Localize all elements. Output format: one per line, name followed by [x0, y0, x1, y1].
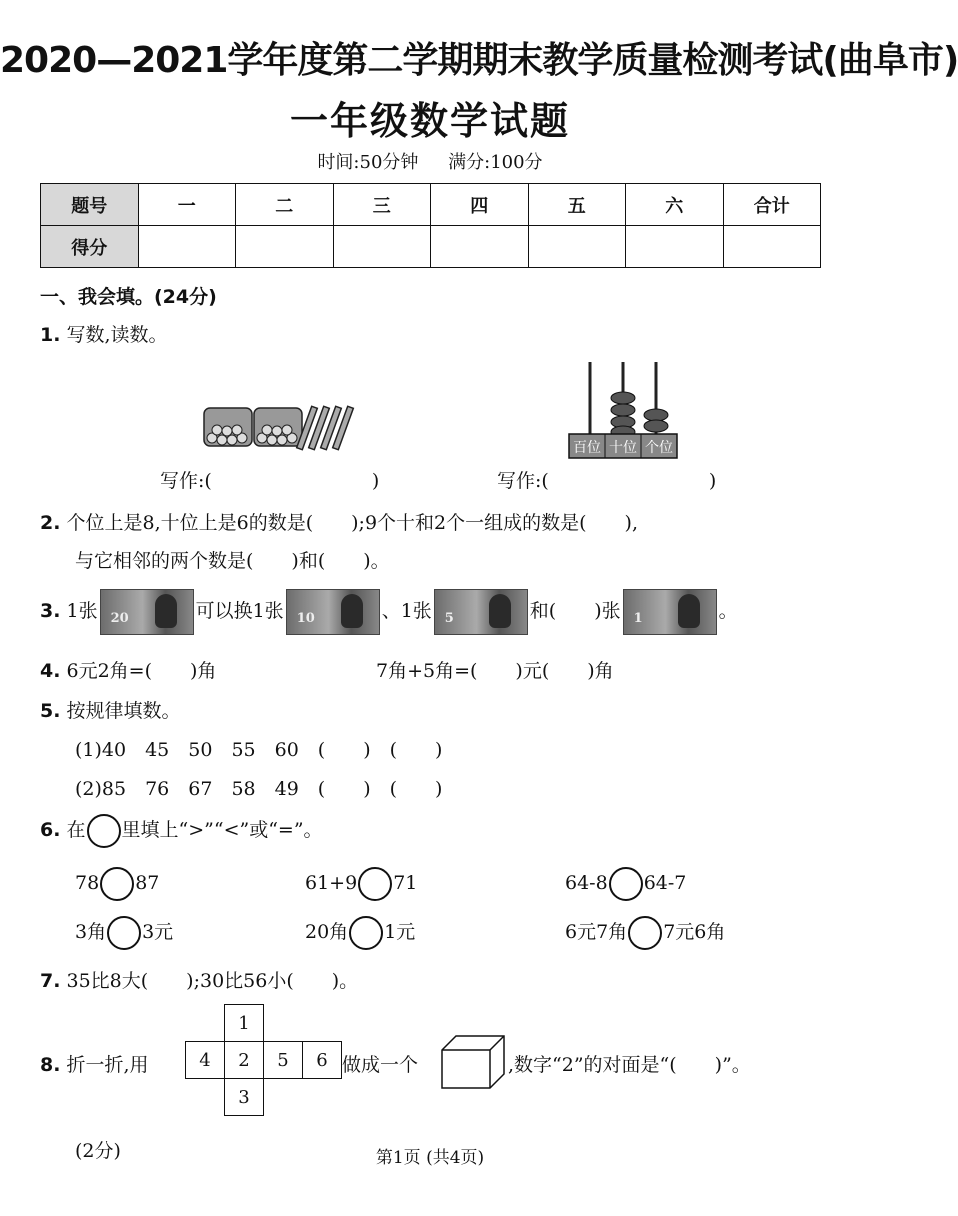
compare-item: 6元7角 7元6角	[565, 916, 725, 950]
compare-item: 20角 1元	[305, 916, 415, 950]
single-sticks-icon	[297, 406, 354, 449]
q8-score: (2分)	[75, 1140, 121, 1162]
question-number: 1.	[40, 324, 61, 346]
q3-text: 和( )张	[529, 600, 621, 622]
score-col-4: 四	[431, 184, 529, 226]
banknote-value: 5	[444, 611, 454, 626]
question-number: 5.	[40, 700, 61, 722]
exam-full-score: 满分:100分	[448, 152, 543, 173]
compare-circle[interactable]	[349, 916, 383, 950]
exam-subtitle: 一年级数学试题	[289, 99, 570, 143]
question-2	[40, 508, 638, 535]
question-3	[40, 586, 738, 636]
compare-circle[interactable]	[100, 867, 134, 901]
question-6	[40, 814, 323, 848]
score-cell[interactable]	[431, 226, 529, 268]
score-table	[40, 183, 821, 268]
q3-text: 。	[718, 600, 738, 622]
section-1-title: 一、我会填。(24分)	[40, 286, 217, 308]
abacus-illustration	[567, 360, 682, 460]
exam-info	[0, 148, 860, 174]
q8-mid: 做成一个	[342, 1054, 419, 1076]
sticks-illustration	[200, 398, 360, 458]
question-5-row1: (1)40 45 50 55 60 ( ) ( )	[75, 739, 443, 761]
compare-item: 78 87	[75, 867, 159, 901]
question-8	[40, 1050, 149, 1077]
banknote-value: 20	[110, 611, 129, 626]
cube-net	[185, 1004, 342, 1116]
score-cell[interactable]	[723, 226, 821, 268]
question-number: 2.	[40, 512, 61, 534]
cube-icon	[440, 1034, 506, 1090]
score-cell[interactable]	[626, 226, 724, 268]
compare-circle-icon	[87, 814, 121, 848]
net-face: 6	[303, 1042, 342, 1079]
score-cell[interactable]	[528, 226, 626, 268]
page-footer: 第1页 (共4页)	[375, 1148, 485, 1168]
compare-item: 61+9 71	[305, 867, 417, 901]
question-2-line2: 与它相邻的两个数是( )和( )。	[75, 550, 390, 572]
compare-item: 3角 3元	[75, 916, 173, 950]
question-number: 4.	[40, 660, 61, 682]
score-table-row2-label: 得分	[41, 226, 139, 268]
score-col-5: 五	[528, 184, 626, 226]
q3-text: 1张	[66, 600, 98, 622]
score-col-3: 三	[333, 184, 431, 226]
net-face: 5	[264, 1042, 303, 1079]
q1-write-right[interactable]	[497, 466, 716, 493]
score-cell[interactable]	[236, 226, 334, 268]
score-col-total: 合计	[723, 184, 821, 226]
banknote-10-icon	[286, 589, 380, 635]
question-5-row2: (2)85 76 67 58 49 ( ) ( )	[75, 778, 443, 800]
q8-pre: 折一折,用	[66, 1054, 149, 1076]
compare-circle[interactable]	[358, 867, 392, 901]
net-face: 2	[225, 1042, 264, 1079]
abacus-label-hundreds: 百位	[573, 440, 601, 456]
question-number: 6.	[40, 819, 61, 841]
banknote-5-icon	[434, 589, 528, 635]
score-col-6: 六	[626, 184, 724, 226]
question-7-text: 35比8大( );30比56小( )。	[66, 970, 359, 992]
q8-post: ,数字“2”的对面是“( )”。	[508, 1054, 751, 1076]
compare-circle[interactable]	[107, 916, 141, 950]
question-1-text: 写数,读数。	[66, 324, 168, 346]
question-1	[40, 320, 168, 347]
banknote-1-icon	[623, 589, 717, 635]
exam-time: 时间:50分钟	[317, 152, 419, 173]
question-7	[40, 966, 358, 993]
question-5	[40, 696, 181, 723]
paren-close: )	[708, 470, 717, 492]
banknote-value: 10	[296, 611, 315, 626]
q3-text: 可以换1张	[195, 600, 284, 622]
banknote-20-icon	[100, 589, 194, 635]
compare-item: 64-8 64-7	[565, 867, 686, 901]
write-label: 写作:(	[497, 470, 549, 492]
write-label: 写作:(	[160, 470, 212, 492]
score-col-2: 二	[236, 184, 334, 226]
question-number: 3.	[40, 600, 61, 622]
question-4-a: 6元2角=( )角	[66, 660, 217, 682]
question-4-b: 7角+5角=( )元( )角	[376, 660, 614, 682]
q6-text: 里填上“>”“<”或“=”。	[121, 819, 323, 841]
banknote-value: 1	[633, 611, 643, 626]
stick-bundle-icon	[254, 408, 302, 446]
abacus-label-tens: 十位	[609, 440, 637, 456]
abacus-label-ones: 个位	[645, 440, 673, 456]
score-cell[interactable]	[138, 226, 236, 268]
q6-text: 在	[66, 819, 86, 841]
net-face: 1	[225, 1005, 264, 1042]
exam-title: 2020—2021学年度第二学期期末教学质量检测考试(曲阜市)	[0, 40, 958, 81]
question-5-text: 按规律填数。	[66, 700, 181, 722]
question-2-line1: 个位上是8,十位上是6的数是( );9个十和2个一组成的数是( ),	[66, 512, 638, 534]
compare-circle[interactable]	[628, 916, 662, 950]
question-number: 8.	[40, 1054, 61, 1076]
question-4	[40, 656, 216, 683]
net-face: 4	[186, 1042, 225, 1079]
q3-text: 、1张	[381, 600, 432, 622]
score-cell[interactable]	[333, 226, 431, 268]
score-col-1: 一	[138, 184, 236, 226]
q1-write-left[interactable]	[160, 466, 379, 493]
net-face: 3	[225, 1079, 264, 1116]
compare-circle[interactable]	[609, 867, 643, 901]
stick-bundle-icon	[204, 408, 252, 446]
question-number: 7.	[40, 970, 61, 992]
paren-close: )	[371, 470, 380, 492]
score-table-row1-label: 题号	[41, 184, 139, 226]
